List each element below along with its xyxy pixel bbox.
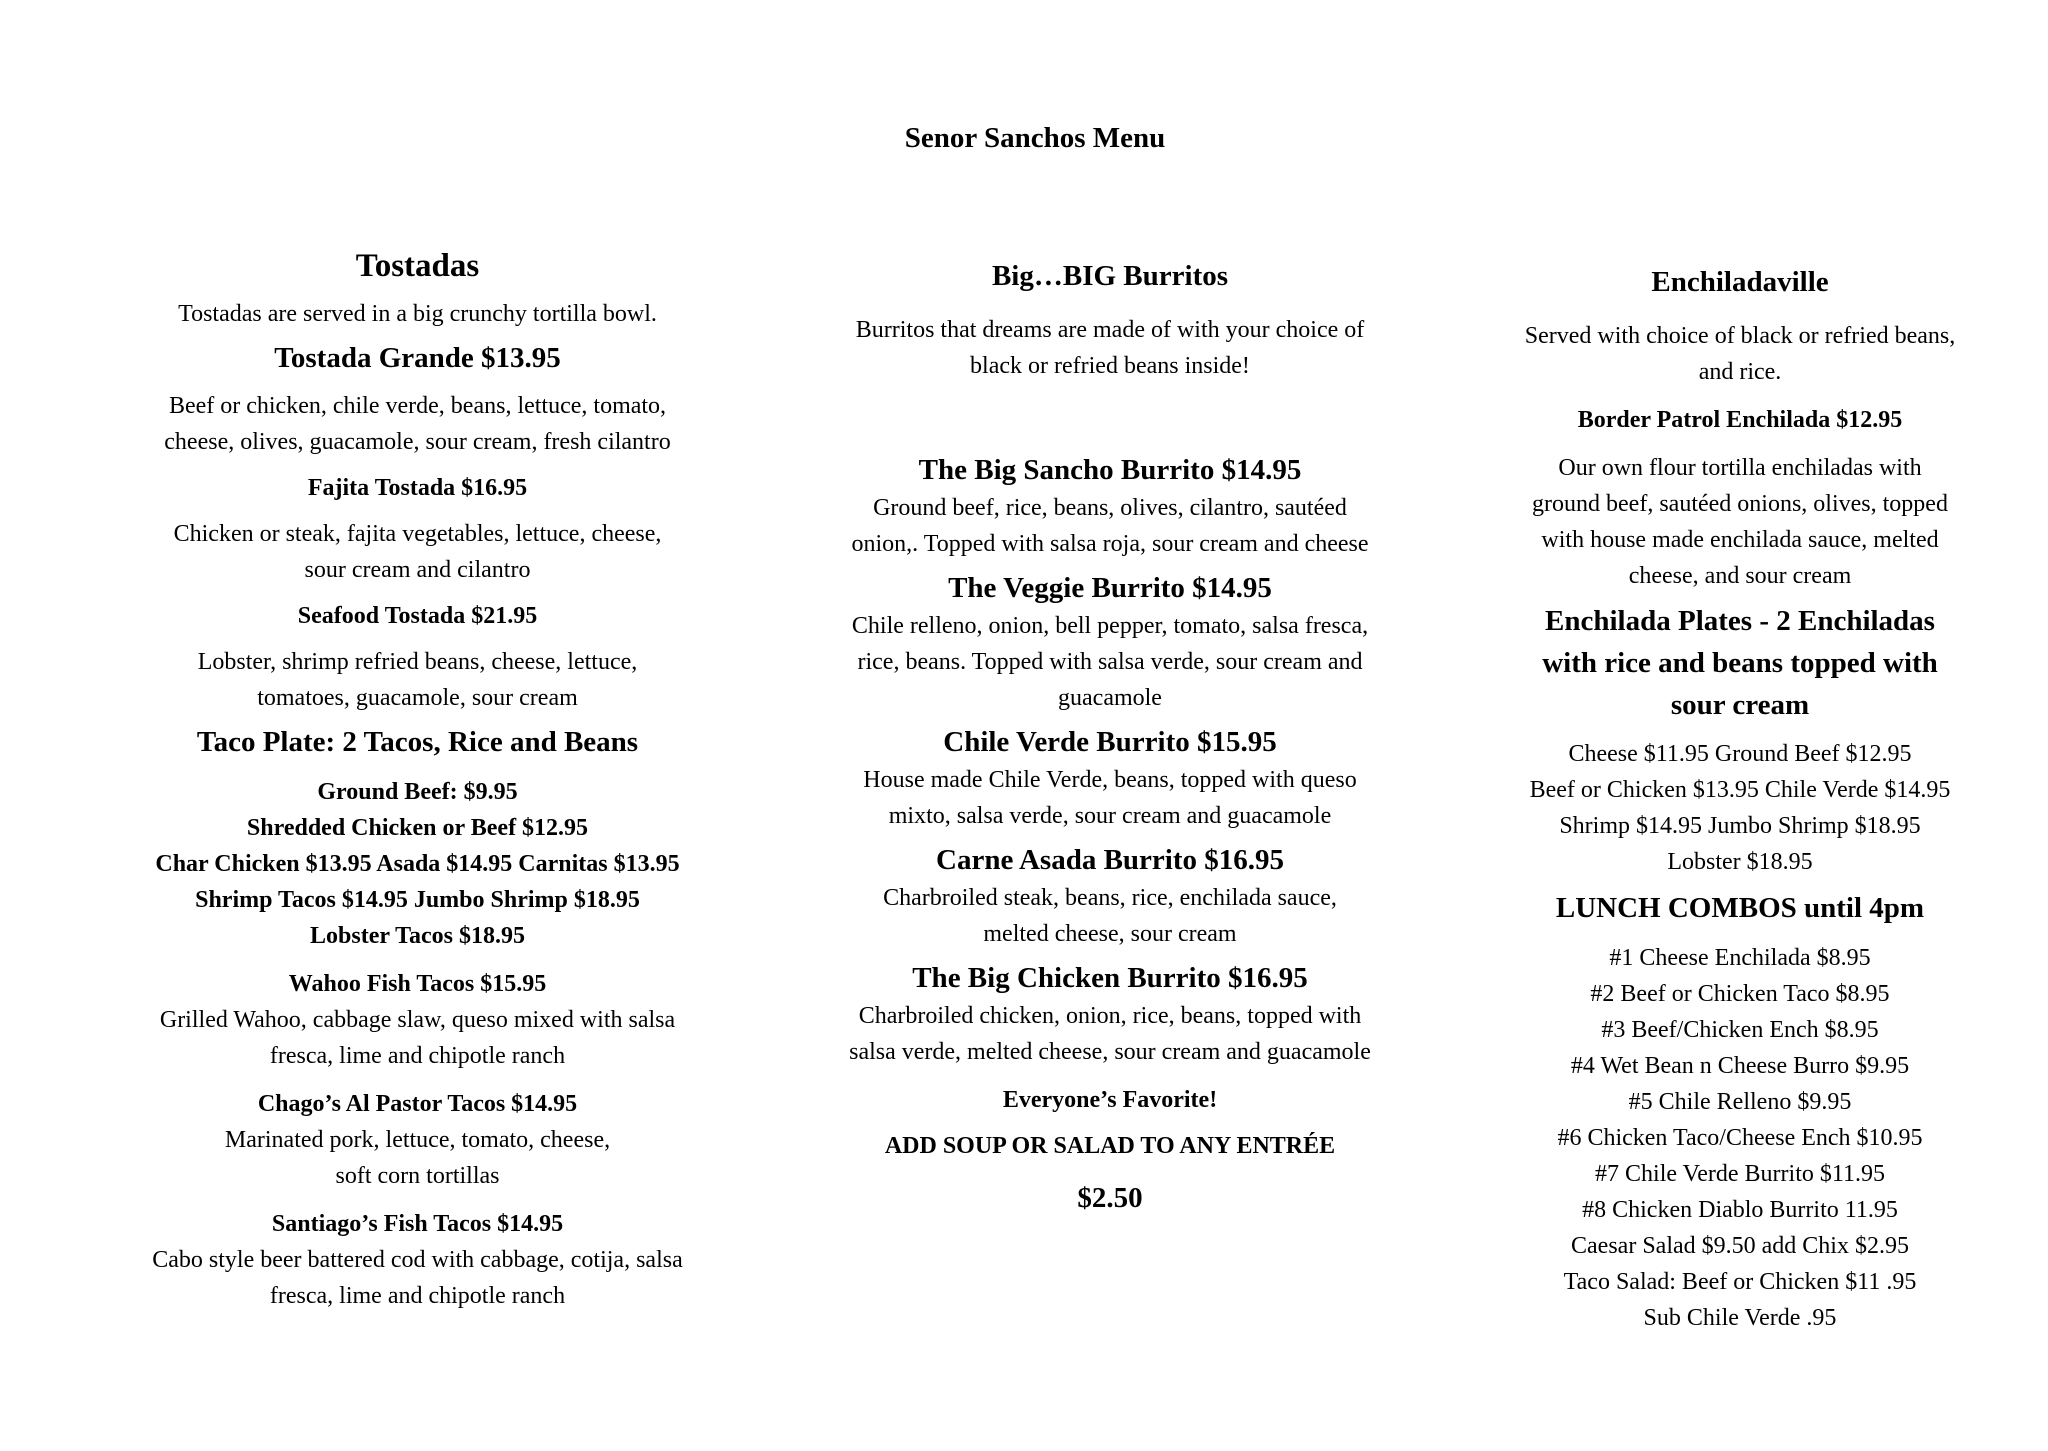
everyones-favorite: Everyone’s Favorite!	[1002, 1087, 1218, 1113]
list-item: Sub Chile Verde .95	[1643, 1305, 1837, 1331]
border-patrol-title: Border Patrol Enchilada $12.95	[1577, 407, 1903, 433]
carne-asada-burrito-title: Carne Asada Burrito $16.95	[936, 844, 1284, 876]
enchiladas-column	[1470, 262, 2010, 1336]
chago-tacos-title: Chago’s Al Pastor Tacos $14.95	[257, 1091, 578, 1117]
big-chicken-burrito-title: The Big Chicken Burrito $16.95	[912, 962, 1308, 994]
desc-line: salsa verde, melted cheese, sour cream and guacamole	[849, 1039, 1371, 1065]
santiago-tacos-desc	[100, 1242, 735, 1314]
list-item: #5 Chile Relleno $9.95	[1628, 1089, 1852, 1115]
list-item: Beef or Chicken $13.95 Chile Verde $14.95	[1529, 777, 1951, 803]
desc-line: with house made enchilada sauce, melted	[1541, 527, 1939, 553]
list-item: Cheese $11.95 Ground Beef $12.95	[1568, 741, 1912, 767]
desc-line: rice, beans. Topped with salsa verde, sour cream and	[857, 649, 1363, 675]
enchiladaville-intro	[1470, 318, 2010, 390]
carne-asada-burrito-desc	[795, 880, 1425, 952]
enchiladaville-heading: Enchiladaville	[1651, 266, 1829, 298]
page-title: Senor Sanchos Menu	[904, 122, 1166, 154]
desc-line: Grilled Wahoo, cabbage slaw, queso mixed with salsa	[159, 1007, 676, 1033]
desc-line: and rice.	[1698, 359, 1782, 385]
desc-line: Cabo style beer battered cod with cabbage, cotija, salsa	[152, 1247, 683, 1273]
desc-line: black or refried beans inside!	[970, 353, 1250, 379]
list-item: Lobster Tacos $18.95	[310, 923, 525, 949]
enchilada-plates-heading	[1470, 600, 2010, 726]
desc-line: fresca, lime and chipotle ranch	[269, 1283, 566, 1309]
big-chicken-burrito-desc	[795, 998, 1425, 1070]
desc-line: Burritos that dreams are made of with your choice of	[855, 317, 1365, 343]
desc-line: onion,. Topped with salsa roja, sour cream and cheese	[851, 531, 1369, 557]
lunch-combos-list	[1470, 940, 2010, 1336]
chile-verde-burrito-title: Chile Verde Burrito $15.95	[943, 726, 1277, 758]
list-item: Lobster $18.95	[1667, 849, 1813, 875]
desc-line: cheese, and sour cream	[1628, 563, 1852, 589]
veggie-burrito-desc	[795, 608, 1425, 716]
desc-line: Served with choice of black or refried beans,	[1524, 323, 1956, 349]
list-item: Shredded Chicken or Beef $12.95	[246, 815, 589, 841]
seafood-tostada-desc	[100, 644, 735, 716]
desc-line: Beef or chicken, chile verde, beans, lettuce, tomato,	[168, 393, 667, 419]
list-item: Taco Salad: Beef or Chicken $11 .95	[1563, 1269, 1917, 1295]
list-item: #8 Chicken Diablo Burrito 11.95	[1582, 1197, 1898, 1223]
desc-line: Our own flour tortilla enchiladas with	[1558, 455, 1922, 481]
desc-line: Ground beef, rice, beans, olives, cilantro, sautéed	[873, 495, 1347, 521]
list-item: #4 Wet Bean n Cheese Burro $9.95	[1570, 1053, 1910, 1079]
desc-line: House made Chile Verde, beans, topped with queso	[863, 767, 1357, 793]
big-sancho-title: The Big Sancho Burrito $14.95	[918, 454, 1302, 486]
list-item: Ground Beef: $9.95	[317, 779, 518, 805]
desc-line: tomatoes, guacamole, sour cream	[257, 685, 578, 711]
fajita-tostada-title: Fajita Tostada $16.95	[307, 475, 528, 501]
heading-line: with rice and beans topped with	[1542, 647, 1938, 679]
list-item: #7 Chile Verde Burrito $11.95	[1595, 1161, 1885, 1187]
burritos-heading: Big…BIG Burritos	[991, 260, 1229, 292]
big-sancho-desc	[795, 490, 1425, 562]
desc-line: sour cream and cilantro	[304, 557, 531, 583]
list-item: #1 Cheese Enchilada $8.95	[1609, 945, 1871, 971]
seafood-tostada-title: Seafood Tostada $21.95	[297, 603, 538, 629]
desc-line: Chile relleno, onion, bell pepper, tomato, salsa fresca,	[851, 613, 1369, 639]
list-item: Shrimp Tacos $14.95 Jumbo Shrimp $18.95	[195, 887, 640, 913]
chile-verde-burrito-desc	[795, 762, 1425, 834]
tostadas-intro: Tostadas are served in a big crunchy tortilla bowl.	[178, 301, 657, 327]
santiago-tacos-title: Santiago’s Fish Tacos $14.95	[271, 1211, 564, 1237]
taco-plate-heading: Taco Plate: 2 Tacos, Rice and Beans	[196, 726, 639, 758]
taco-plate-list	[100, 774, 735, 954]
desc-line: Charbroiled chicken, onion, rice, beans, topped with	[858, 1003, 1362, 1029]
fajita-tostada-desc	[100, 516, 735, 588]
desc-line: guacamole	[1058, 685, 1162, 711]
border-patrol-desc	[1470, 450, 2010, 594]
list-item: Shrimp $14.95 Jumbo Shrimp $18.95	[1559, 813, 1921, 839]
list-item: #3 Beef/Chicken Ench $8.95	[1601, 1017, 1879, 1043]
heading-line: sour cream	[1670, 689, 1810, 721]
add-soup-salad-price: $2.50	[1077, 1182, 1143, 1214]
tostada-grande-desc	[100, 388, 735, 460]
list-item: Caesar Salad $9.50 add Chix $2.95	[1571, 1233, 1909, 1259]
desc-line: Marinated pork, lettuce, tomato, cheese,	[224, 1127, 611, 1153]
list-item: #2 Beef or Chicken Taco $8.95	[1590, 981, 1890, 1007]
desc-line: ground beef, sautéed onions, olives, topped	[1532, 491, 1948, 517]
desc-line: Lobster, shrimp refried beans, cheese, lettuce,	[197, 649, 638, 675]
veggie-burrito-title: The Veggie Burrito $14.95	[948, 572, 1272, 604]
list-item: #6 Chicken Taco/Cheese Ench $10.95	[1557, 1125, 1923, 1151]
desc-line: melted cheese, sour cream	[983, 921, 1237, 947]
tostadas-column	[100, 242, 735, 1314]
burritos-intro	[795, 312, 1425, 384]
chago-tacos-desc	[100, 1122, 735, 1194]
wahoo-tacos-desc	[100, 1002, 735, 1074]
desc-line: cheese, olives, guacamole, sour cream, fresh cilantro	[164, 429, 671, 455]
desc-line: fresca, lime and chipotle ranch	[269, 1043, 566, 1069]
wahoo-tacos-title: Wahoo Fish Tacos $15.95	[288, 971, 547, 997]
heading-line: Enchilada Plates - 2 Enchiladas	[1545, 605, 1935, 637]
desc-line: mixto, salsa verde, sour cream and guacamole	[888, 803, 1332, 829]
lunch-combos-heading: LUNCH COMBOS until 4pm	[1555, 892, 1925, 924]
tostadas-heading: Tostadas	[355, 248, 480, 284]
add-soup-salad: ADD SOUP OR SALAD TO ANY ENTRÉE	[884, 1133, 1336, 1159]
desc-line: Charbroiled steak, beans, rice, enchilada sauce,	[883, 885, 1337, 911]
list-item: Char Chicken $13.95 Asada $14.95 Carnitas $13.95	[155, 851, 680, 877]
desc-line: soft corn tortillas	[335, 1163, 500, 1189]
tostada-grande-title: Tostada Grande $13.95	[274, 342, 561, 374]
desc-line: Chicken or steak, fajita vegetables, lettuce, cheese,	[173, 521, 662, 547]
enchilada-plates-list	[1470, 736, 2010, 880]
burritos-column	[795, 256, 1425, 1218]
